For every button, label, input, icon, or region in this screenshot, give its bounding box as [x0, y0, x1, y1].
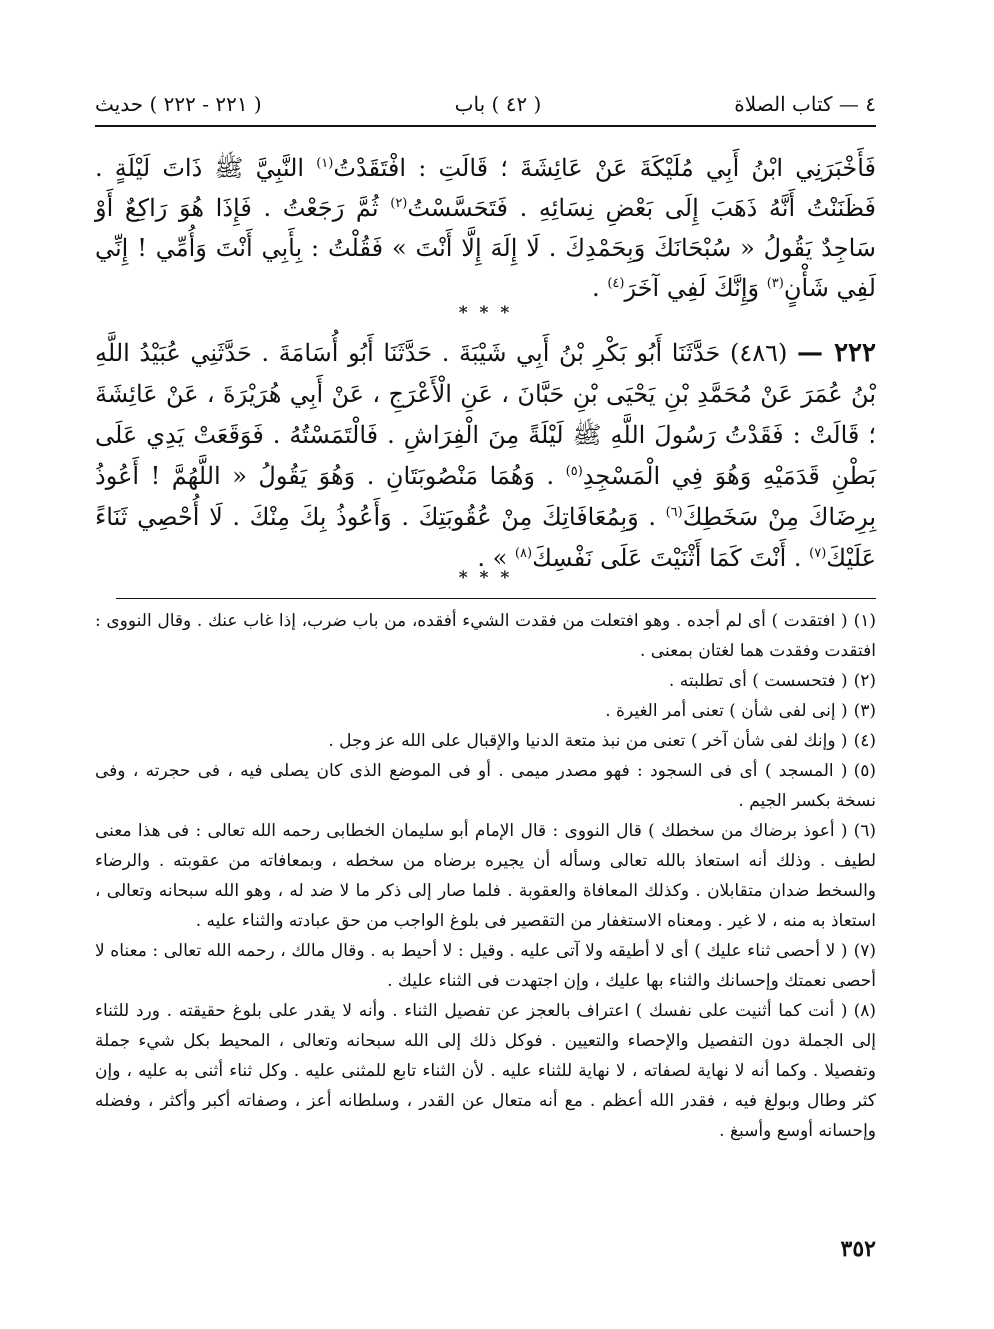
hadith-text: النَّبِيَّ ﷺ ذَاتَ لَيْلَةٍ . فَظَنَنْتُ أَنَّهُ ذَهَبَ إِلَى بَعْضِ نِسَائِهِ . فَتَحَسَّسْتُ [95, 154, 876, 222]
footnote-marker[interactable]: (٤) [607, 276, 625, 291]
footnotes [95, 606, 876, 1146]
footnote-marker[interactable]: (٢) [390, 196, 408, 211]
footnote-text: ( أعوذ برضاك من سخطك ) قال النووى : قال الإمام أبو سليمان الخطابى رحمه الله تعالى : فى هذا معنى لطيف . وذلك أنه استعاذ بالله تعالى وسأله أن يجيره برضاه من سخطه ، وبمعافاته من عقوبته . والرضاء والسخط ضدان متقابلان . وكذلك المعافاة والعقوبة . فلما صار إلى ذكر ما لا ضد له ، وهو الله سبحانه وتعالى ، استعاذ به منه ، لا غير . ومعناه الاستغفار من التقصير فى بلوغ الواجب من حق عبادته والثناء عليه . [95, 821, 876, 931]
hadith-221-paragraph [95, 148, 876, 308]
hadith-text: . وَهُمَا مَنْصُوبَتَانِ . وَهُوَ يَقُولُ « اللَّهُمَّ ! أَعُوذُ بِرِضَاكَ مِنْ سَخَطِكَ [95, 462, 877, 531]
footnote-number: (٧) [853, 941, 876, 961]
hadith-222-text [95, 333, 876, 579]
footnote-4 [95, 726, 876, 756]
footnote-marker[interactable]: (٨) [514, 546, 533, 561]
footnote-text: ( لا أحصى ثناء عليك ) أى لا أطيقه ولا آتى عليه . وقيل : لا أحيط به . وقال مالك ، رحمه الله تعالى : معناه لا أحصى نعمتك وإحسانك والثناء بها عليك ، وإن اجتهدت فى الثناء عليك . [95, 941, 876, 991]
footnote-7 [95, 936, 876, 996]
section-separator: * * * [458, 303, 513, 323]
footnote-marker[interactable]: (٥) [565, 464, 583, 479]
hadith-text: فَأَخْبَرَنِي ابْنُ أَبِي مُلَيْكَةَ عَنْ عَائِشَةَ ؛ قَالَتِ : افْتَقَدْتُ [333, 154, 876, 182]
hadith-text: حَدَّثَنَا أَبُو بَكْرِ بْنُ أَبِي شَيْبَةَ . حَدَّثَنَا أَبُو أُسَامَةَ . حَدَّثَنِي عُبَيْدُ اللَّهِ بْنُ عُمَرَ عَنْ مُحَمَّدِ بْنِ يَحْيَى بْنِ حَبَّانَ ، عَنِ الْأَعْرَجِ ، عَنْ أَبِي هُرَيْرَةَ ، عَنْ عَائِشَةَ ؛ قَالَتْ : فَقَدْتُ رَسُولَ اللَّهِ ﷺ لَيْلَةً مِنَ الْفِرَاشِ . فَالْتَمَسْتُهُ . فَوَقَعَتْ يَدِي عَلَى بَطْنِ قَدَمَيْهِ وَهُوَ فِي الْمَسْجِدِ [95, 339, 876, 490]
footnote-marker[interactable]: (١) [316, 156, 334, 171]
footnote-text: ( إنى لفى شأن ) تعنى أمر الغيرة . [605, 701, 848, 721]
footnote-marker[interactable]: (٣) [766, 276, 784, 291]
footnote-2 [95, 666, 876, 696]
hadith-text: . أَنْتَ كَمَا أَثْنَيْتَ عَلَى نَفْسِكَ [532, 544, 810, 572]
footnote-number: (٢) [853, 671, 876, 691]
footnote-8 [95, 996, 876, 1146]
hadith-222-paragraph [95, 333, 876, 579]
hadith-reference: (٤٨٦) [720, 339, 798, 367]
footnote-text: ( افتقدت ) أى لم أجده . وهو افتعلت من فقدت الشيء أفقده، من باب ضرب، إذا غاب عنك . وقال النووى : افتقدت وفقدت هما لغتان بمعنى . [95, 611, 876, 661]
footnote-marker[interactable]: (٦) [665, 505, 683, 520]
hadith-text: وَإِنَّكَ لَفِي آخَرَ [624, 274, 767, 302]
chapter-title: ٤ — كتاب الصلاة [734, 92, 876, 116]
footnote-number: (١) [853, 611, 876, 631]
footnote-text: ( وإنك لفى شأن آخر ) تعنى من نبذ متعة الدنيا والإقبال على الله عز وجل . [328, 731, 848, 751]
hadith-text: ثُمَّ رَجَعْتُ . فَإِذَا هُوَ رَاكِعٌ أَوْ سَاجِدٌ يَقُولُ « سُبْحَانَكَ وَبِحَمْدِكَ . لَا إِلَهَ إِلَّا أَنْتَ » فَقُلْتُ : بِأَبِي أَنْتَ وَأُمِّي ! إِنِّي لَفِي شَأْنٍ [95, 194, 876, 302]
hadith-221-text [95, 148, 876, 308]
running-head [95, 84, 876, 124]
footnote-text: ( فتحسست ) أى تطلبته . [668, 671, 848, 691]
footnote-5 [95, 756, 876, 816]
section-separator: * * * [458, 568, 513, 588]
footnote-text: ( أنت كما أثنيت على نفسك ) اعتراف بالعجز عن تفصيل الثناء . وأنه لا يقدر على بلوغ حقيقته . ورد للثناء إلى الجملة دون التفصيل والإحصاء والتعيين . فوكل ذلك إلى الله سبحانه وتعالى ، المحيط بكل شيء جملة وتفصيلا . وكما أنه لا نهاية لصفاته ، لا نهاية للثناء عليه . لأن الثناء تابع للمثنى عليه . وكل ثناء أثنى به عليه ، وإن كثر وطال وبولغ فيه ، فقدر الله أعظم . مع أنه متعال عن القدر ، وسلطانه أعز ، وصفاته أكبر وأكثر ، وفضله وإحسانه أوسع وأسبغ . [95, 1001, 876, 1141]
hadith-number: ٢٢٢ — [797, 338, 876, 368]
footnote-6 [95, 816, 876, 936]
footnote-number: (٣) [853, 701, 876, 721]
footnote-1 [95, 606, 876, 666]
footnote-marker[interactable]: (٧) [809, 546, 827, 561]
hadith-text: . وَبِمُعَافَاتِكَ مِنْ عُقُوبَتِكَ . وَأَعُوذُ بِكَ مِنْكَ . لَا أُحْصِي ثَنَاءً عَلَيْكَ [95, 503, 876, 572]
header-rule [95, 125, 876, 127]
footnote-rule [116, 598, 876, 599]
footnote-number: (٤) [853, 731, 876, 751]
hadith-range: ( ٢٢١ - ٢٢٢ ) حديث [95, 92, 262, 116]
footnote-number: (٥) [853, 761, 876, 781]
footnote-text: ( المسجد ) أى فى السجود : فهو مصدر ميمى . أو فى الموضع الذى كان يصلى فيه ، فى حجرته ، وفى نسخة بكسر الجيم . [95, 761, 876, 811]
footnote-number: (٨) [853, 1001, 876, 1021]
hadith-text: . [592, 274, 608, 302]
footnote-3 [95, 696, 876, 726]
hadith-text: » . [477, 544, 515, 572]
section-number: ( ٤٢ ) باب [454, 92, 542, 116]
footnote-number: (٦) [853, 821, 876, 841]
page-number: ٣٥٢ [840, 1236, 876, 1262]
